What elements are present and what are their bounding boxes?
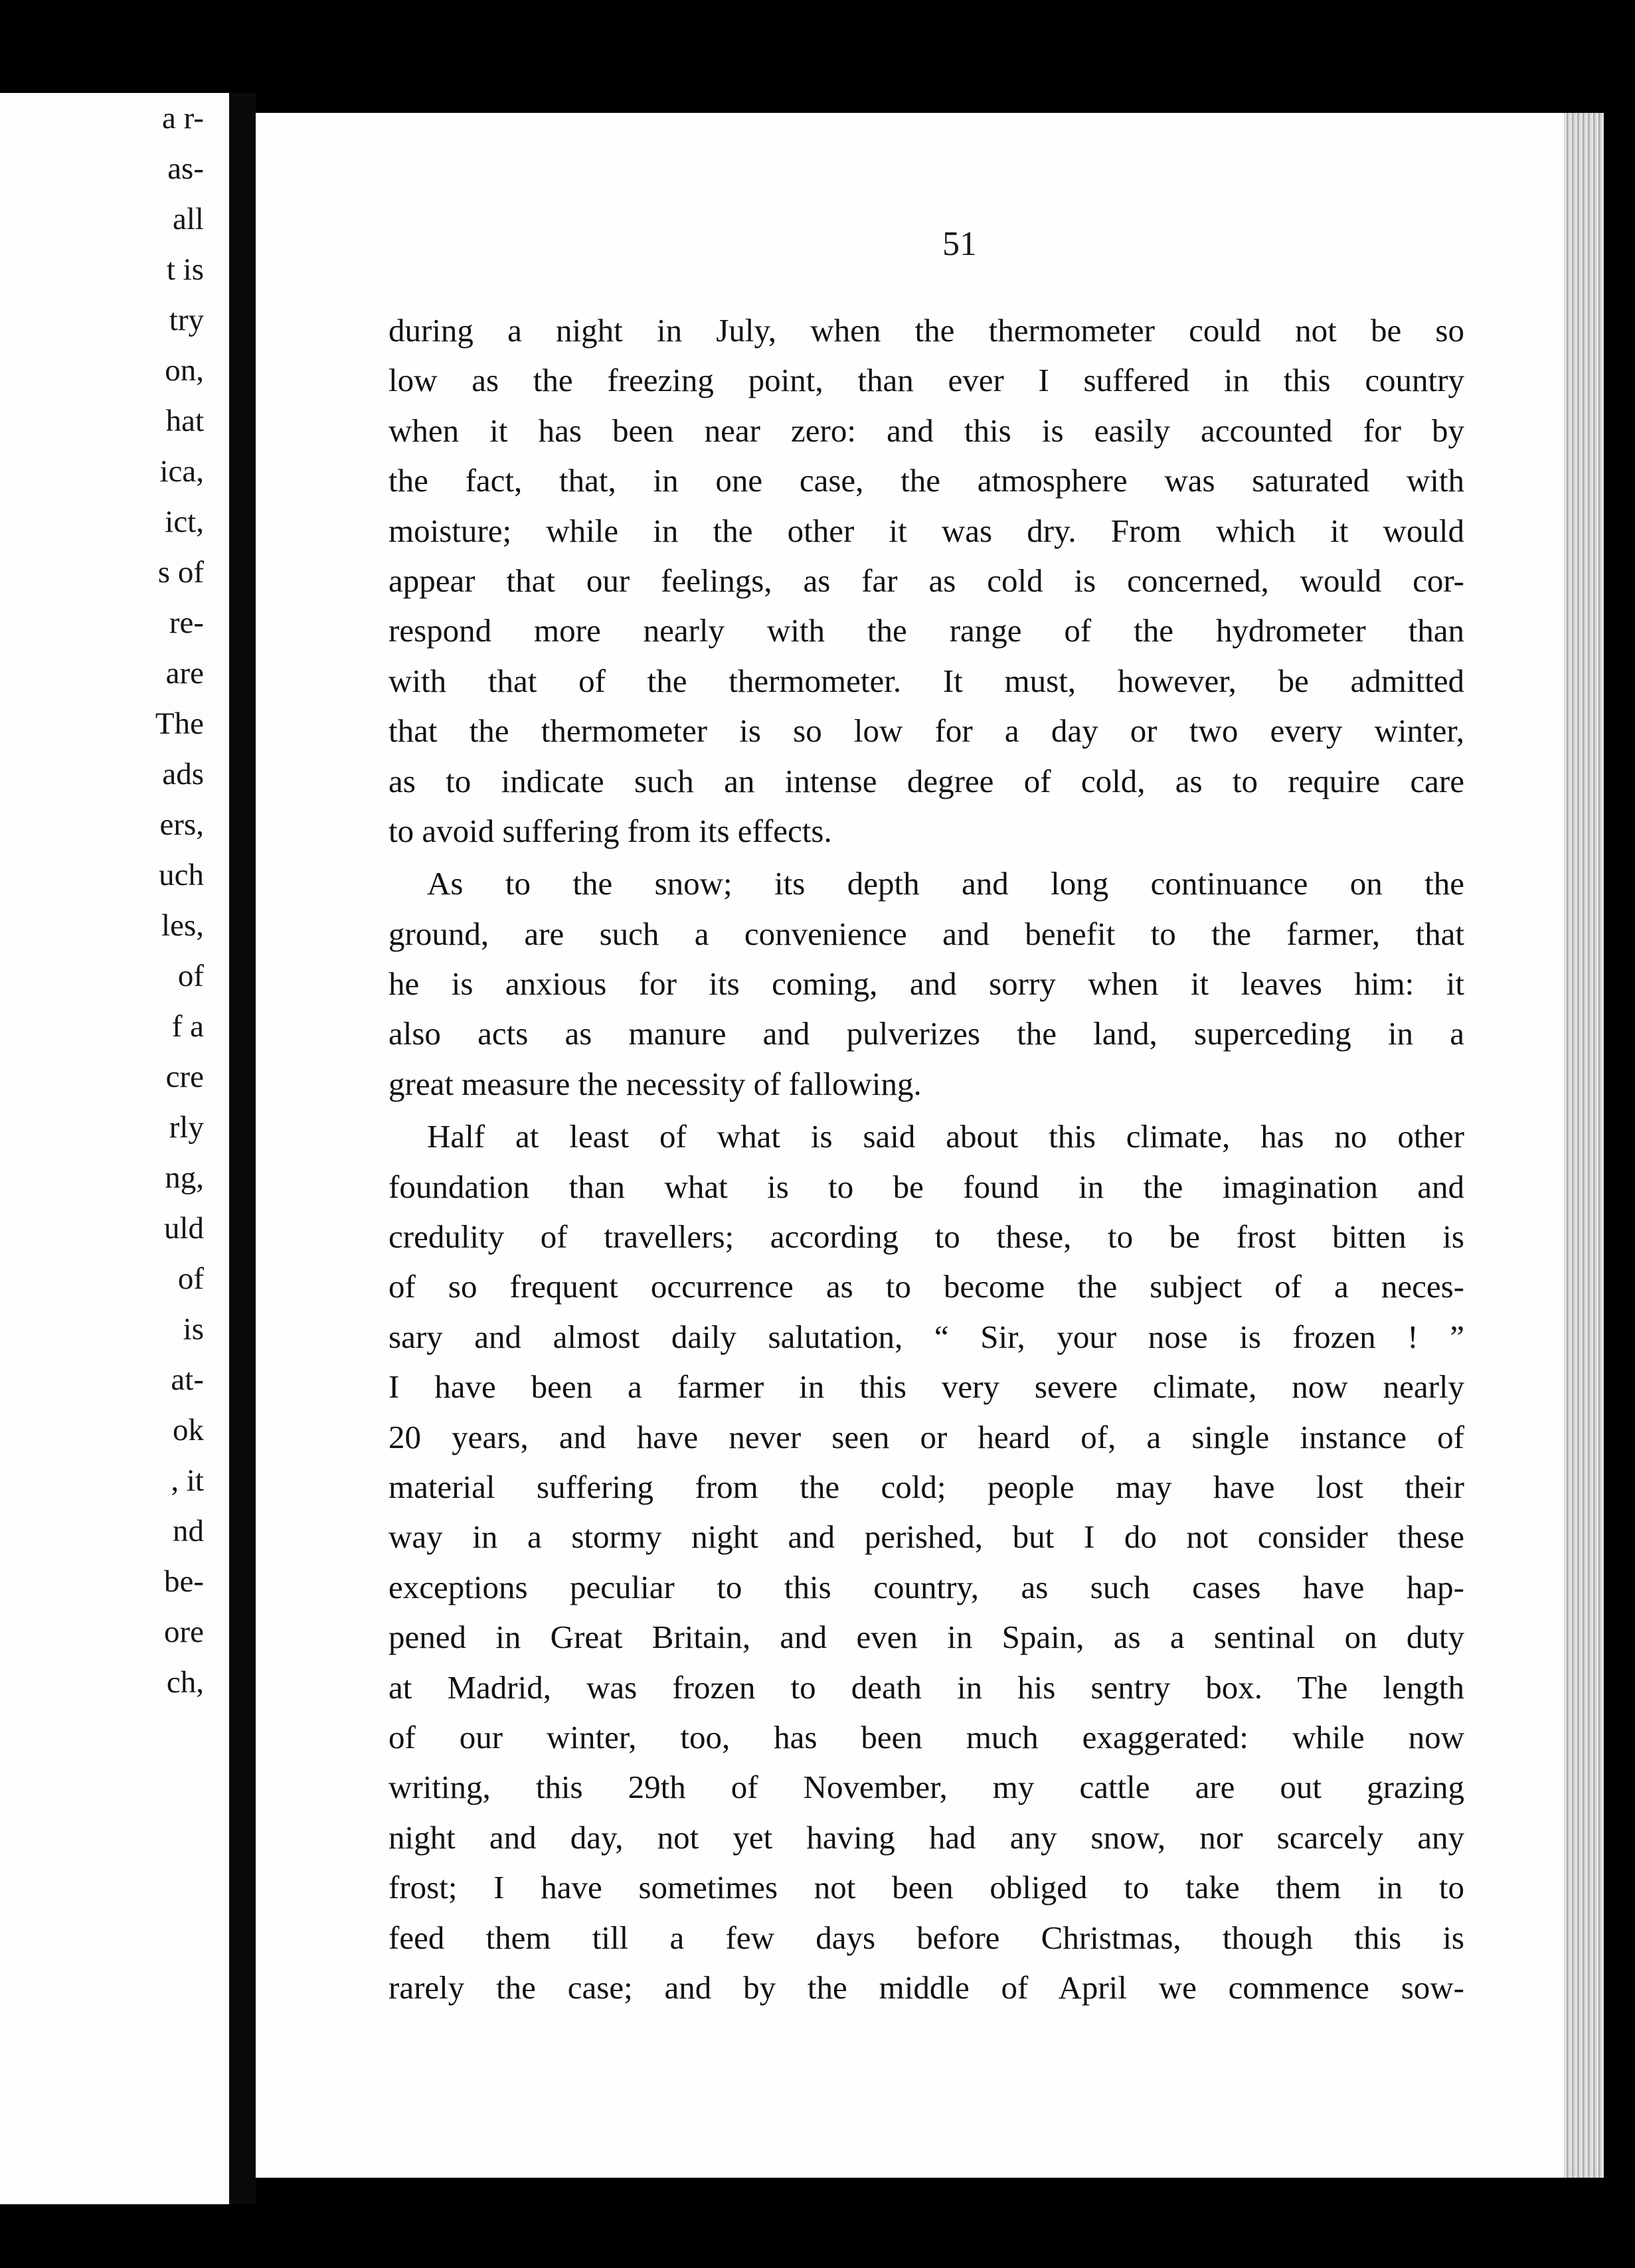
left-line: cre xyxy=(165,1060,204,1094)
left-line: rly xyxy=(169,1110,204,1145)
paragraph-end-line: to avoid suffering from its effects. xyxy=(388,812,832,849)
left-line: ads xyxy=(162,757,204,791)
left-line: is xyxy=(183,1312,204,1346)
text-line: writing, this 29th of November, my cattle are out grazing xyxy=(388,1769,1464,1806)
text-line: the fact, that, in one case, the atmosphere was saturated with xyxy=(388,462,1464,499)
left-line: on, xyxy=(165,353,204,388)
left-line: re- xyxy=(169,606,204,640)
text-line: pened in Great Britain, and even in Spain, as a sentinal on duty xyxy=(388,1619,1464,1656)
text-line: frost; I have sometimes not been obliged to take them in to xyxy=(388,1869,1464,1906)
left-line: uld xyxy=(163,1211,204,1246)
left-line: ica, xyxy=(159,454,204,489)
left-line: ch, xyxy=(166,1665,204,1700)
left-line: are xyxy=(165,656,204,690)
paragraph-end-line: great measure the necessity of fallowing. xyxy=(388,1065,922,1102)
text-line: 20 years, and have never seen or heard of, a single instance of xyxy=(388,1418,1464,1455)
text-line: I have been a farmer in this very severe climate, now nearly xyxy=(388,1368,1464,1406)
left-line: be- xyxy=(163,1564,204,1599)
text-line: of so frequent occurrence as to become the subject of a neces- xyxy=(388,1268,1464,1305)
text-line: way in a stormy night and perished, but I do not consider these xyxy=(388,1518,1464,1556)
text-line: appear that our feelings, as far as cold is concerned, would cor- xyxy=(388,562,1464,599)
left-line: ict, xyxy=(165,505,204,539)
left-line: t is xyxy=(166,252,204,287)
paragraph-start-line: Half at least of what is said about this climate, has no other xyxy=(427,1118,1464,1155)
text-line: moisture; while in the other it was dry. From which it would xyxy=(388,512,1464,549)
text-line: feed them till a few days before Christmas, though this is xyxy=(388,1919,1464,1956)
left-line: f a xyxy=(171,1009,204,1044)
text-line: material suffering from the cold; people may have lost their xyxy=(388,1468,1464,1505)
text-line: that the thermometer is so low for a day or two every winter, xyxy=(388,712,1464,750)
left-line: ers, xyxy=(159,807,204,842)
text-line: rarely the case; and by the middle of April we commence sow- xyxy=(388,1969,1464,2006)
left-line: , it xyxy=(171,1463,204,1498)
left-line: as- xyxy=(167,151,204,186)
left-line: hat xyxy=(165,404,204,438)
left-line: nd xyxy=(173,1514,204,1548)
left-line: ng, xyxy=(165,1161,204,1195)
text-line: ground, are such a convenience and benefit to the farmer, that xyxy=(388,915,1464,952)
left-page-text xyxy=(155,93,204,1708)
left-line: try xyxy=(169,303,204,337)
left-line: all xyxy=(173,202,204,236)
text-line: at Madrid, was frozen to death in his sentry box. The length xyxy=(388,1668,1464,1706)
text-line: respond more nearly with the range of the hydrometer than xyxy=(388,612,1464,649)
text-line: credulity of travellers; according to these, to be frost bitten is xyxy=(388,1218,1464,1256)
page-number: 51 xyxy=(942,225,977,263)
text-line: foundation than what is to be found in the imagination and xyxy=(388,1168,1464,1205)
text-line: during a night in July, when the thermometer could not be so xyxy=(388,312,1464,349)
left-line: of xyxy=(177,1261,204,1296)
text-line: with that of the thermometer. It must, however, be admitted xyxy=(388,662,1464,699)
left-line: a r- xyxy=(162,101,204,135)
left-line: s of xyxy=(157,555,204,590)
page-edge-stack xyxy=(1564,113,1604,2178)
left-line: ok xyxy=(173,1413,204,1447)
body-text xyxy=(388,305,1464,2012)
text-line: when it has been near zero: and this is easily accounted for by xyxy=(388,412,1464,449)
text-line: of our winter, too, has been much exaggerated: while now xyxy=(388,1718,1464,1755)
text-line: also acts as manure and pulverizes the land, superceding in a xyxy=(388,1015,1464,1052)
left-line: les, xyxy=(161,908,204,943)
binding-gutter xyxy=(229,93,256,2204)
text-line: he is anxious for its coming, and sorry when it leaves him: it xyxy=(388,965,1464,1003)
left-page-fragment xyxy=(0,93,229,2204)
left-line: uch xyxy=(159,858,204,892)
left-line: ore xyxy=(163,1615,204,1649)
text-line: low as the freezing point, than ever I suffered in this country xyxy=(388,362,1464,399)
text-line: night and day, not yet having had any snow, nor scarcely any xyxy=(388,1819,1464,1856)
left-line: The xyxy=(155,706,204,741)
text-line: sary and almost daily salutation, “ Sir, your nose is frozen ! ” xyxy=(388,1318,1464,1355)
text-line: exceptions peculiar to this country, as such cases have hap- xyxy=(388,1568,1464,1605)
left-line: at- xyxy=(171,1362,204,1397)
paragraph-start-line: As to the snow; its depth and long continuance on the xyxy=(427,865,1464,902)
left-line: of xyxy=(177,959,204,993)
text-line: as to indicate such an intense degree of cold, as to require care xyxy=(388,762,1464,799)
right-page xyxy=(256,113,1604,2178)
